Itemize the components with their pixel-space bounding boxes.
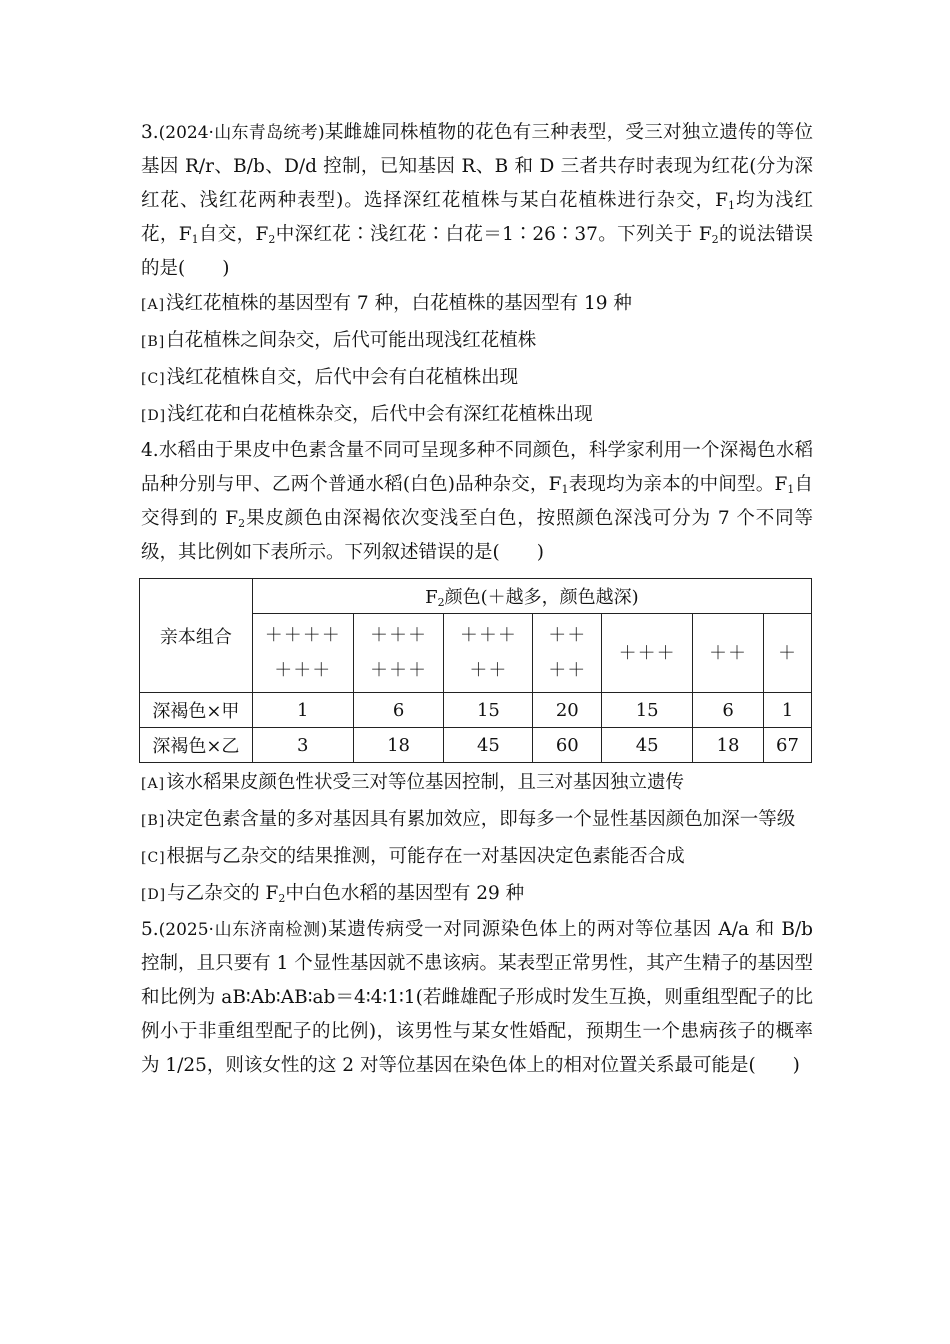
table-cell: 18 xyxy=(693,728,764,763)
table-cell: 45 xyxy=(444,728,533,763)
table-cell: 15 xyxy=(444,693,533,728)
table-cell: 1 xyxy=(764,693,812,728)
q3-option-a[interactable]: [A]浅红花植株的基因型有 7 种，白花植株的基因型有 19 种 xyxy=(141,293,632,314)
level-header: ＋＋＋ ＋＋ xyxy=(444,614,533,693)
worksheet-page xyxy=(141,116,813,1083)
table-row xyxy=(140,728,812,763)
q3-source: (2024·山东青岛统考) xyxy=(158,123,325,143)
table-corner-header: 亲本组合 xyxy=(140,579,253,693)
q4-option-c[interactable]: [C]根据与乙杂交的结果推测，可能存在一对基因决定色素能否合成 xyxy=(141,846,685,867)
q5-stem: 5.(2025·山东济南检测)某遗传病受一对同源染色体上的两对等位基因 A/a 和 B/b 控制，且只要有 1 个显性基因就不患该病。某表型正常男性，其产生精子的基因型和比例为 aB∶Ab∶AB∶ab＝4∶4∶1∶1(若雌雄配子形成时发生互换，则重组型配子的比例小于非重组型配子的比例)，该男性与某女性婚配，预期生一个患病孩子的概率为 1/25，则该女性的这 2 对等位基因在染色体上的相对位置关系最可能是( ) xyxy=(141,919,814,1076)
level-header: ＋ xyxy=(764,614,812,693)
table-cell: 15 xyxy=(602,693,693,728)
row-label: 深褐色×甲 xyxy=(140,693,253,728)
level-header: ＋＋＋ ＋＋＋ xyxy=(353,614,444,693)
table-cell: 45 xyxy=(602,728,693,763)
level-header: ＋＋＋＋ ＋＋＋ xyxy=(252,614,353,693)
q3-option-c[interactable]: [C]浅红花植株自交，后代中会有白花植株出现 xyxy=(141,367,519,388)
table-cell: 6 xyxy=(693,693,764,728)
q3-option-b[interactable]: [B]白花植株之间杂交，后代可能出现浅红花植株 xyxy=(141,330,537,351)
f2-color-table xyxy=(139,578,812,763)
table-f2-header: $F_2$颜色(＋越多，颜色越深) xyxy=(252,579,811,614)
table-cell: 6 xyxy=(353,693,444,728)
table-cell: 1 xyxy=(252,693,353,728)
table-cell: 67 xyxy=(764,728,812,763)
q4-option-a[interactable]: [A]该水稻果皮颜色性状受三对等位基因控制，且三对基因独立遗传 xyxy=(141,772,685,793)
q4-option-d[interactable]: [D]与乙杂交的 $F_2$中白色水稻的基因型有 29 种 xyxy=(141,883,525,905)
table-row xyxy=(140,693,812,728)
level-header: ＋＋ xyxy=(693,614,764,693)
table-cell: 3 xyxy=(252,728,353,763)
table-cell: 18 xyxy=(353,728,444,763)
level-header: ＋＋＋ xyxy=(602,614,693,693)
q4-stem: 4.水稻由于果皮中色素含量不同可呈现多种不同颜色，科学家利用一个深褐色水稻品种分别与甲、乙两个普通水稻(白色)品种杂交，$F_1$表现均为亲本的中间型。$F_1$自交得到的 $F_2$果皮颜色由深褐依次变浅至白色，按照颜色深浅可分为 7 个不同等级，其比例如下表所示。下列叙述错误的是( ) xyxy=(141,440,813,563)
table-cell: 60 xyxy=(533,728,602,763)
row-label: 深褐色×乙 xyxy=(140,728,253,763)
level-header: ＋＋ ＋＋ xyxy=(533,614,602,693)
table-cell: 20 xyxy=(533,693,602,728)
q3-stem: 3.(2024·山东青岛统考)某雌雄同株植物的花色有三种表型，受三对独立遗传的等位基因 R/r、B/b、D/d 控制，已知基因 R、B 和 D 三者共存时表现为红花(分为深红花、浅红花两种表型)。选择深红花植株与某白花植株进行杂交，$F_1$均为浅红花，$F_1$自交，$F_2$中深红花∶浅红花∶白花＝1∶26∶37。下列关于 $F_2$的说法错误的是( ) xyxy=(141,122,813,279)
q3-option-d[interactable]: [D]浅红花和白花植株杂交，后代中会有深红花植株出现 xyxy=(141,404,593,425)
q4-option-b[interactable]: [B]决定色素含量的多对基因具有累加效应，即每多一个显性基因颜色加深一等级 xyxy=(141,809,796,830)
q5-source: (2025·山东济南检测) xyxy=(158,920,328,940)
